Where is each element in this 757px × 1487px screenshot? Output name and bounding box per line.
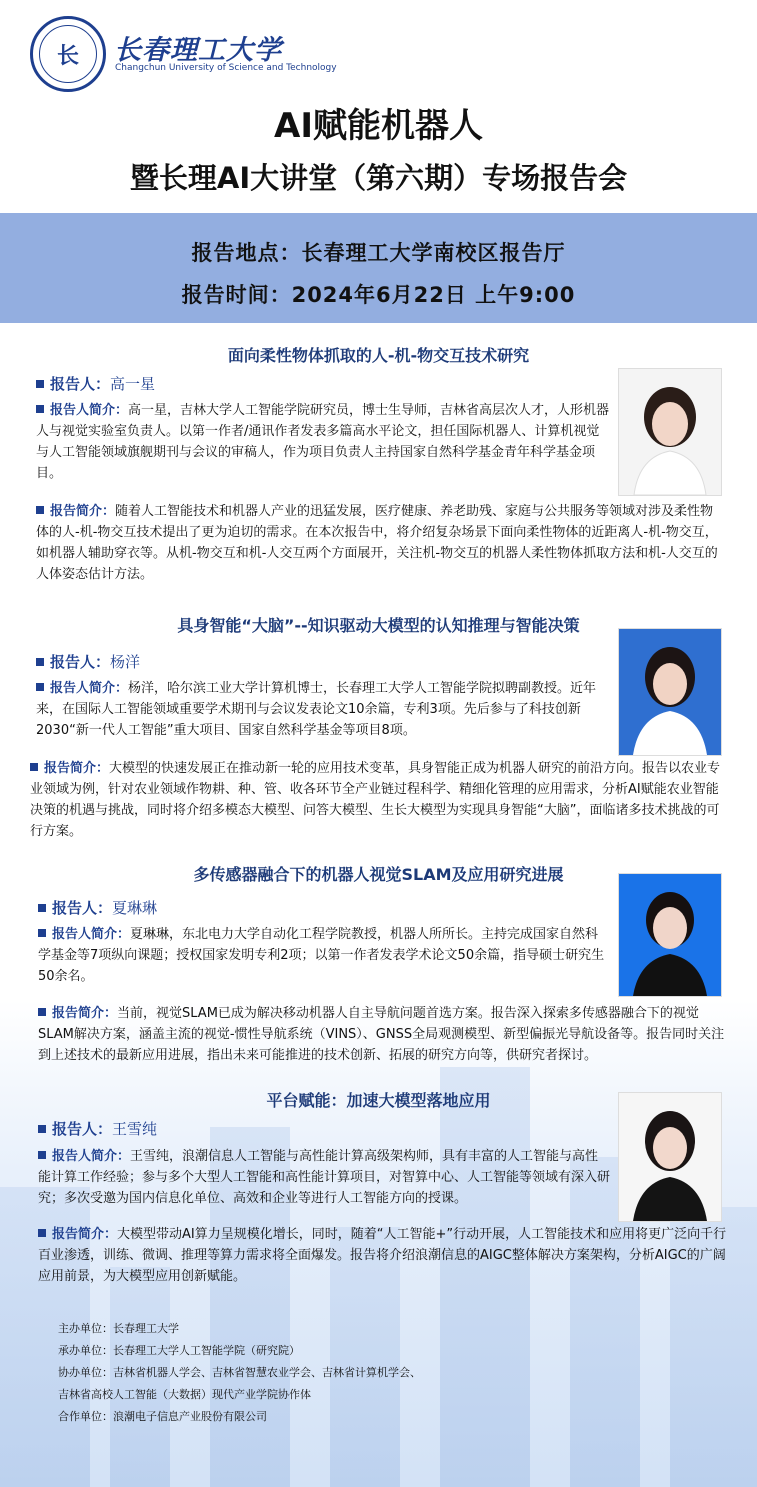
report-location: 报告地点：长春理工大学南校区报告厅 (191, 241, 566, 265)
speaker-name: 高一星 (110, 375, 156, 393)
talk-abstract (36, 501, 726, 585)
bullet-icon (38, 1125, 46, 1133)
info-band (0, 213, 757, 323)
speaker-photo (618, 628, 722, 756)
speaker-line (36, 373, 155, 394)
talk-abstract (38, 1003, 728, 1066)
organizer-line: 合作单位：浪潮电子信息产业股份有限公司 (58, 1410, 267, 1423)
bio-label: 报告人简介： (52, 927, 131, 942)
bio-label: 报告人简介： (50, 681, 129, 696)
talk-title: 平台赋能：加速大模型落地应用 (266, 1091, 491, 1110)
abstract-text: 大模型的快速发展正在推动新一轮的应用技术变革，具身智能正成为机器人研究的前沿方向。报告以农业专业领域为例，针对农业领域作物耕、种、管、收各环节全产业链过程科学、精细化管理的应用需求，分析AI赋能农业智能决策的机遇与挑战，同时将介绍多模态大模型、问答大模型、生长大模型为实现具身智能“大脑”，面临诸多技术挑战的可行方案。 (30, 761, 721, 839)
bullet-icon (30, 763, 38, 771)
speaker-line (38, 1118, 157, 1139)
bullet-icon (36, 380, 44, 388)
talk-title: 具身智能“大脑”--知识驱动大模型的认知推理与智能决策 (177, 616, 580, 635)
talk-abstract (38, 1224, 728, 1287)
speaker-photo (618, 368, 722, 496)
speaker-name: 夏琳琳 (112, 899, 158, 917)
abstract-text: 当前，视觉SLAM已成为解决移动机器人自主导航问题首选方案。报告深入探索多传感器融合下的视觉SLAM解决方案，涵盖主流的视觉-惯性导航系统（VINS）、GNSS全局观测模型、新型偏振光导航设备等。报告同时关注到上述技术的最新应用进展，指出未来可能推进的技术创新、拓展的研究方向等，供研究者探讨。 (38, 1006, 725, 1063)
speaker-line (38, 897, 157, 918)
bullet-icon (38, 929, 46, 937)
bullet-icon (38, 1008, 46, 1016)
speaker-photo (618, 1092, 722, 1222)
report-time: 报告时间：2024年6月22日 上午9:00 (181, 283, 576, 307)
speaker-label: 报告人： (52, 899, 113, 917)
speaker-name: 王雪纯 (112, 1120, 158, 1138)
speaker-photo (618, 873, 722, 997)
bio-text: 夏琳琳，东北电力大学自动化工程学院教授，机器人所所长。主持完成国家自然科学基金等7项纵向课题；授权国家发明专利2项；以第一作者发表学术论文50余篇，指导硕士研究生50余名。 (38, 927, 605, 984)
speaker-label: 报告人： (52, 1120, 113, 1138)
talk-abstract (30, 758, 726, 842)
bio-text: 王雪纯，浪潮信息人工智能与高性能计算高级架构师，具有丰富的人工智能与高性能计算工作经验；参与多个大型人工智能和高性能计算项目，对智算中心、人工智能等领域有深入研究；多次受邀为国内信息化单位、高效和企业等进行人工智能方向的授课。 (38, 1149, 611, 1206)
abstract-label: 报告简介： (52, 1227, 118, 1242)
bio-label: 报告人简介： (52, 1149, 131, 1164)
talk-title: 面向柔性物体抓取的人-机-物交互技术研究 (227, 346, 530, 365)
bullet-icon (36, 506, 44, 514)
abstract-text: 大模型带动AI算力呈规模化增长，同时，随着“人工智能+”行动开展，人工智能技术和应用将更广泛向千行百业渗透，训练、微调、推理等算力需求将全面爆发。报告将介绍浪潮信息的AIGC整体解决方案架构，分析AIGC的广阔应用前景，为大模型应用创新赋能。 (38, 1227, 727, 1284)
speaker-label: 报告人： (50, 653, 111, 671)
bio-text: 高一星，吉林大学人工智能学院研究员，博士生导师，吉林省高层次人才，人形机器人与视觉实验室负责人。以第一作者/通讯作者发表多篇高水平论文，担任国际机器人、计算机视觉与人工智能领域旗舰期刊与会议的审稿人，作为项目负责人主持国家自然科学基金青年科学基金项目。 (36, 403, 610, 481)
bullet-icon (38, 904, 46, 912)
speaker-bio (38, 924, 610, 987)
organizer-line: 吉林省高校人工智能（大数据）现代产业学院协作体 (58, 1388, 311, 1401)
speaker-name: 杨洋 (110, 653, 141, 671)
speaker-line (36, 651, 140, 672)
sub-title: 暨长理AI大讲堂（第六期）专场报告会 (129, 161, 628, 195)
university-name-en: Changchun University of Science and Technology (115, 63, 337, 73)
logo-emblem: 长 (39, 25, 97, 83)
bullet-icon (36, 683, 44, 691)
abstract-text: 随着人工智能技术和机器人产业的迅猛发展，医疗健康、养老助残、家庭与公共服务等领域对涉及柔性物体的人-机-物交互技术提出了更为迫切的需求。在本次报告中，将介绍复杂场景下面向柔性物体的近距离人-机-物交互，如机器人辅助穿衣等。从机-物交互和机-人交互两个方面展开，关注机-物交互的机器人柔性物体抓取方法和机-人交互的人体姿态估计方法。 (36, 504, 718, 582)
bio-text: 杨洋，哈尔滨工业大学计算机博士，长春理工大学人工智能学院拟聘副教授。近年来，在国际人工智能领域重要学术期刊与会议发表论文10余篇，专利3项。先后参与了科技创新2030“新一代人工智能”重大项目、国家自然科学基金等项目8项。 (36, 681, 597, 738)
bio-label: 报告人简介： (50, 403, 129, 418)
speaker-bio (38, 1146, 610, 1209)
speaker-bio (36, 678, 610, 741)
abstract-label: 报告简介： (50, 504, 116, 519)
abstract-label: 报告简介： (52, 1006, 118, 1021)
bullet-icon (38, 1229, 46, 1237)
abstract-label: 报告简介： (44, 761, 110, 776)
speaker-bio (36, 400, 610, 484)
bullet-icon (38, 1151, 46, 1159)
organizer-line: 主办单位：长春理工大学 (58, 1322, 179, 1335)
university-name-cn: 长春理工大学 (114, 35, 282, 66)
talk-title: 多传感器融合下的机器人视觉SLAM及应用研究进展 (193, 865, 564, 884)
bullet-icon (36, 658, 44, 666)
university-logo (30, 16, 106, 92)
organizer-line: 协办单位：吉林省机器人学会、吉林省智慧农业学会、吉林省计算机学会、 (58, 1366, 421, 1379)
main-title: AI赋能机器人 (274, 106, 483, 146)
organizer-line: 承办单位：长春理工大学人工智能学院（研究院） (58, 1344, 300, 1357)
bullet-icon (36, 405, 44, 413)
speaker-label: 报告人： (50, 375, 111, 393)
